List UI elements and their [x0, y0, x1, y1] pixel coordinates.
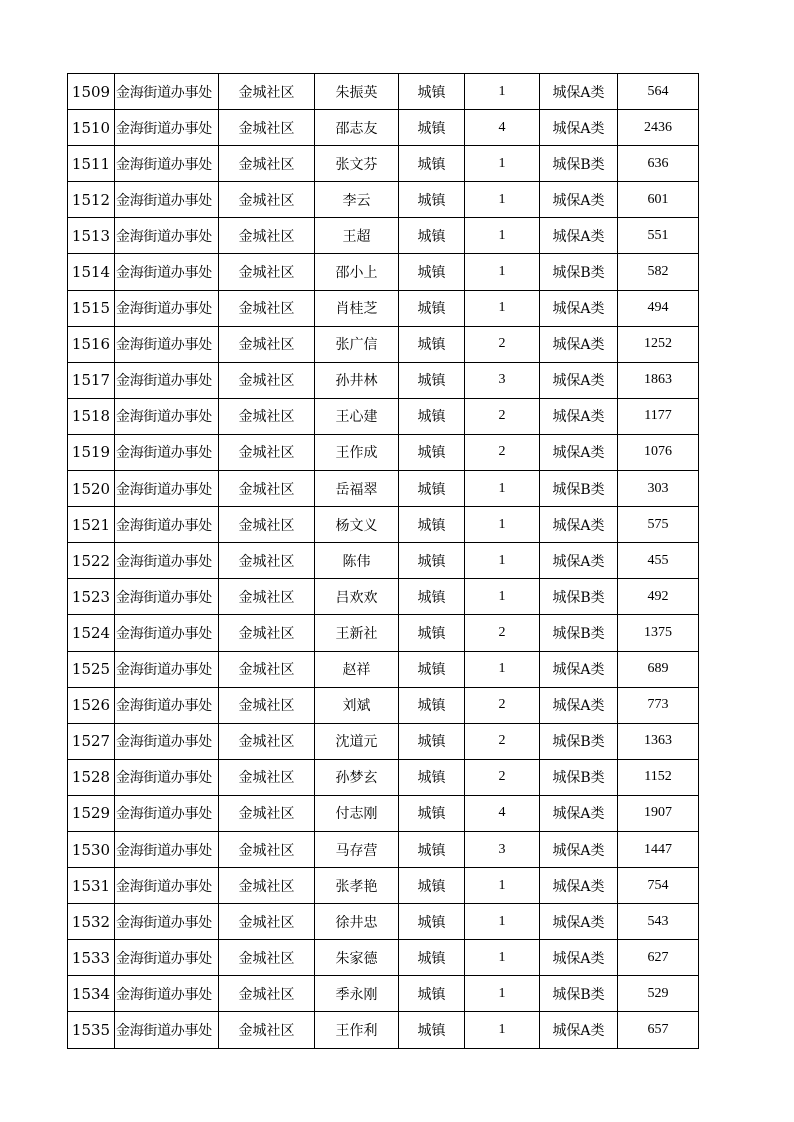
table-row — [68, 326, 699, 362]
member-count-cell: 1 — [465, 543, 540, 579]
community-cell: 金城社区 — [219, 326, 315, 362]
member-count-cell: 1 — [465, 868, 540, 904]
insurance-category-cell: 城保B类 — [540, 615, 618, 651]
community-cell: 金城社区 — [219, 434, 315, 470]
table-row — [68, 940, 699, 976]
person-name-cell: 王心建 — [315, 398, 399, 434]
table-row — [68, 831, 699, 867]
street-office-cell: 金海街道办事处 — [115, 326, 219, 362]
amount-cell: 754 — [618, 868, 699, 904]
seq-number-cell: 1524 — [68, 615, 115, 651]
community-cell: 金城社区 — [219, 254, 315, 290]
person-name-cell: 张文芬 — [315, 146, 399, 182]
street-office-cell: 金海街道办事处 — [115, 940, 219, 976]
insurance-category-cell: 城保A类 — [540, 218, 618, 254]
amount-cell: 1252 — [618, 326, 699, 362]
table-row — [68, 146, 699, 182]
member-count-cell: 2 — [465, 434, 540, 470]
member-count-cell: 3 — [465, 831, 540, 867]
street-office-cell: 金海街道办事处 — [115, 507, 219, 543]
amount-cell: 1363 — [618, 723, 699, 759]
community-cell: 金城社区 — [219, 868, 315, 904]
community-cell: 金城社区 — [219, 615, 315, 651]
table-row — [68, 976, 699, 1012]
insurance-category-cell: 城保A类 — [540, 904, 618, 940]
household-type-cell: 城镇 — [399, 976, 465, 1012]
community-cell: 金城社区 — [219, 218, 315, 254]
person-name-cell: 赵祥 — [315, 651, 399, 687]
household-type-cell: 城镇 — [399, 687, 465, 723]
seq-number-cell: 1527 — [68, 723, 115, 759]
street-office-cell: 金海街道办事处 — [115, 868, 219, 904]
street-office-cell: 金海街道办事处 — [115, 831, 219, 867]
seq-number-cell: 1520 — [68, 471, 115, 507]
amount-cell: 689 — [618, 651, 699, 687]
insurance-category-cell: 城保A类 — [540, 74, 618, 110]
amount-cell: 657 — [618, 1012, 699, 1048]
insurance-category-cell: 城保A类 — [540, 795, 618, 831]
amount-cell: 1152 — [618, 759, 699, 795]
seq-number-cell: 1525 — [68, 651, 115, 687]
street-office-cell: 金海街道办事处 — [115, 795, 219, 831]
household-type-cell: 城镇 — [399, 651, 465, 687]
table-row — [68, 651, 699, 687]
table-row — [68, 398, 699, 434]
table-row — [68, 290, 699, 326]
person-name-cell: 季永刚 — [315, 976, 399, 1012]
table-row — [68, 904, 699, 940]
insurance-category-cell: 城保A类 — [540, 507, 618, 543]
amount-cell: 551 — [618, 218, 699, 254]
insurance-category-cell: 城保A类 — [540, 1012, 618, 1048]
seq-number-cell: 1521 — [68, 507, 115, 543]
member-count-cell: 1 — [465, 904, 540, 940]
seq-number-cell: 1534 — [68, 976, 115, 1012]
seq-number-cell: 1530 — [68, 831, 115, 867]
person-name-cell: 王新社 — [315, 615, 399, 651]
table-row — [68, 1012, 699, 1048]
community-cell: 金城社区 — [219, 146, 315, 182]
community-cell: 金城社区 — [219, 723, 315, 759]
insurance-category-cell: 城保B类 — [540, 759, 618, 795]
table-row — [68, 543, 699, 579]
community-cell: 金城社区 — [219, 182, 315, 218]
member-count-cell: 1 — [465, 471, 540, 507]
insurance-category-cell: 城保B类 — [540, 471, 618, 507]
street-office-cell: 金海街道办事处 — [115, 74, 219, 110]
street-office-cell: 金海街道办事处 — [115, 723, 219, 759]
person-name-cell: 马存营 — [315, 831, 399, 867]
data-table — [67, 73, 699, 1049]
insurance-category-cell: 城保A类 — [540, 940, 618, 976]
seq-number-cell: 1516 — [68, 326, 115, 362]
household-type-cell: 城镇 — [399, 110, 465, 146]
member-count-cell: 1 — [465, 74, 540, 110]
household-type-cell: 城镇 — [399, 868, 465, 904]
member-count-cell: 3 — [465, 362, 540, 398]
table-body — [68, 74, 699, 1049]
person-name-cell: 朱振英 — [315, 74, 399, 110]
person-name-cell: 王作利 — [315, 1012, 399, 1048]
street-office-cell: 金海街道办事处 — [115, 759, 219, 795]
community-cell: 金城社区 — [219, 940, 315, 976]
street-office-cell: 金海街道办事处 — [115, 579, 219, 615]
person-name-cell: 杨文义 — [315, 507, 399, 543]
amount-cell: 543 — [618, 904, 699, 940]
community-cell: 金城社区 — [219, 543, 315, 579]
street-office-cell: 金海街道办事处 — [115, 182, 219, 218]
person-name-cell: 李云 — [315, 182, 399, 218]
amount-cell: 564 — [618, 74, 699, 110]
community-cell: 金城社区 — [219, 579, 315, 615]
person-name-cell: 刘斌 — [315, 687, 399, 723]
insurance-category-cell: 城保A类 — [540, 398, 618, 434]
household-type-cell: 城镇 — [399, 904, 465, 940]
member-count-cell: 2 — [465, 687, 540, 723]
insurance-category-cell: 城保B类 — [540, 254, 618, 290]
amount-cell: 773 — [618, 687, 699, 723]
household-type-cell: 城镇 — [399, 543, 465, 579]
amount-cell: 1177 — [618, 398, 699, 434]
member-count-cell: 1 — [465, 254, 540, 290]
seq-number-cell: 1529 — [68, 795, 115, 831]
community-cell: 金城社区 — [219, 471, 315, 507]
household-type-cell: 城镇 — [399, 507, 465, 543]
community-cell: 金城社区 — [219, 1012, 315, 1048]
amount-cell: 1375 — [618, 615, 699, 651]
amount-cell: 575 — [618, 507, 699, 543]
insurance-category-cell: 城保A类 — [540, 290, 618, 326]
amount-cell: 494 — [618, 290, 699, 326]
member-count-cell: 2 — [465, 759, 540, 795]
seq-number-cell: 1535 — [68, 1012, 115, 1048]
person-name-cell: 孙梦玄 — [315, 759, 399, 795]
insurance-category-cell: 城保A类 — [540, 182, 618, 218]
person-name-cell: 岳福翠 — [315, 471, 399, 507]
seq-number-cell: 1509 — [68, 74, 115, 110]
community-cell: 金城社区 — [219, 976, 315, 1012]
household-type-cell: 城镇 — [399, 146, 465, 182]
amount-cell: 455 — [618, 543, 699, 579]
household-type-cell: 城镇 — [399, 471, 465, 507]
seq-number-cell: 1532 — [68, 904, 115, 940]
member-count-cell: 1 — [465, 1012, 540, 1048]
street-office-cell: 金海街道办事处 — [115, 362, 219, 398]
person-name-cell: 王作成 — [315, 434, 399, 470]
table-row — [68, 362, 699, 398]
member-count-cell: 2 — [465, 398, 540, 434]
member-count-cell: 2 — [465, 326, 540, 362]
amount-cell: 492 — [618, 579, 699, 615]
table-row — [68, 218, 699, 254]
street-office-cell: 金海街道办事处 — [115, 290, 219, 326]
insurance-category-cell: 城保A类 — [540, 687, 618, 723]
member-count-cell: 4 — [465, 795, 540, 831]
seq-number-cell: 1514 — [68, 254, 115, 290]
insurance-category-cell: 城保B类 — [540, 579, 618, 615]
seq-number-cell: 1517 — [68, 362, 115, 398]
seq-number-cell: 1533 — [68, 940, 115, 976]
member-count-cell: 1 — [465, 507, 540, 543]
amount-cell: 627 — [618, 940, 699, 976]
seq-number-cell: 1513 — [68, 218, 115, 254]
person-name-cell: 朱家德 — [315, 940, 399, 976]
household-type-cell: 城镇 — [399, 831, 465, 867]
community-cell: 金城社区 — [219, 904, 315, 940]
person-name-cell: 张孝艳 — [315, 868, 399, 904]
table-row — [68, 110, 699, 146]
household-type-cell: 城镇 — [399, 218, 465, 254]
seq-number-cell: 1523 — [68, 579, 115, 615]
person-name-cell: 吕欢欢 — [315, 579, 399, 615]
insurance-category-cell: 城保A类 — [540, 326, 618, 362]
seq-number-cell: 1518 — [68, 398, 115, 434]
seq-number-cell: 1528 — [68, 759, 115, 795]
insurance-category-cell: 城保B类 — [540, 723, 618, 759]
household-type-cell: 城镇 — [399, 398, 465, 434]
table-row — [68, 434, 699, 470]
person-name-cell: 孙井林 — [315, 362, 399, 398]
amount-cell: 529 — [618, 976, 699, 1012]
household-type-cell: 城镇 — [399, 579, 465, 615]
person-name-cell: 肖桂芝 — [315, 290, 399, 326]
table-row — [68, 182, 699, 218]
household-type-cell: 城镇 — [399, 362, 465, 398]
person-name-cell: 王超 — [315, 218, 399, 254]
table-row — [68, 795, 699, 831]
amount-cell: 303 — [618, 471, 699, 507]
household-type-cell: 城镇 — [399, 615, 465, 651]
amount-cell: 1907 — [618, 795, 699, 831]
street-office-cell: 金海街道办事处 — [115, 146, 219, 182]
community-cell: 金城社区 — [219, 687, 315, 723]
household-type-cell: 城镇 — [399, 254, 465, 290]
seq-number-cell: 1531 — [68, 868, 115, 904]
insurance-category-cell: 城保A类 — [540, 110, 618, 146]
amount-cell: 636 — [618, 146, 699, 182]
table-row — [68, 868, 699, 904]
member-count-cell: 4 — [465, 110, 540, 146]
seq-number-cell: 1512 — [68, 182, 115, 218]
community-cell: 金城社区 — [219, 110, 315, 146]
street-office-cell: 金海街道办事处 — [115, 398, 219, 434]
household-type-cell: 城镇 — [399, 723, 465, 759]
household-type-cell: 城镇 — [399, 290, 465, 326]
community-cell: 金城社区 — [219, 74, 315, 110]
seq-number-cell: 1519 — [68, 434, 115, 470]
street-office-cell: 金海街道办事处 — [115, 543, 219, 579]
community-cell: 金城社区 — [219, 795, 315, 831]
table-row — [68, 579, 699, 615]
member-count-cell: 1 — [465, 182, 540, 218]
community-cell: 金城社区 — [219, 362, 315, 398]
household-type-cell: 城镇 — [399, 1012, 465, 1048]
street-office-cell: 金海街道办事处 — [115, 1012, 219, 1048]
person-name-cell: 邵小上 — [315, 254, 399, 290]
person-name-cell: 付志刚 — [315, 795, 399, 831]
household-type-cell: 城镇 — [399, 74, 465, 110]
insurance-category-cell: 城保A类 — [540, 868, 618, 904]
member-count-cell: 1 — [465, 579, 540, 615]
community-cell: 金城社区 — [219, 651, 315, 687]
amount-cell: 582 — [618, 254, 699, 290]
member-count-cell: 2 — [465, 723, 540, 759]
table-row — [68, 615, 699, 651]
person-name-cell: 陈伟 — [315, 543, 399, 579]
street-office-cell: 金海街道办事处 — [115, 651, 219, 687]
seq-number-cell: 1522 — [68, 543, 115, 579]
insurance-category-cell: 城保A类 — [540, 434, 618, 470]
street-office-cell: 金海街道办事处 — [115, 434, 219, 470]
seq-number-cell: 1526 — [68, 687, 115, 723]
member-count-cell: 1 — [465, 290, 540, 326]
street-office-cell: 金海街道办事处 — [115, 110, 219, 146]
amount-cell: 601 — [618, 182, 699, 218]
table-row — [68, 687, 699, 723]
insurance-category-cell: 城保A类 — [540, 362, 618, 398]
person-name-cell: 徐井忠 — [315, 904, 399, 940]
amount-cell: 1447 — [618, 831, 699, 867]
street-office-cell: 金海街道办事处 — [115, 471, 219, 507]
household-type-cell: 城镇 — [399, 326, 465, 362]
seq-number-cell: 1511 — [68, 146, 115, 182]
household-type-cell: 城镇 — [399, 434, 465, 470]
seq-number-cell: 1510 — [68, 110, 115, 146]
table-row — [68, 74, 699, 110]
community-cell: 金城社区 — [219, 290, 315, 326]
table-row — [68, 471, 699, 507]
insurance-category-cell: 城保A类 — [540, 651, 618, 687]
amount-cell: 1076 — [618, 434, 699, 470]
member-count-cell: 1 — [465, 146, 540, 182]
street-office-cell: 金海街道办事处 — [115, 254, 219, 290]
member-count-cell: 1 — [465, 976, 540, 1012]
amount-cell: 1863 — [618, 362, 699, 398]
person-name-cell: 沈道元 — [315, 723, 399, 759]
member-count-cell: 1 — [465, 940, 540, 976]
amount-cell: 2436 — [618, 110, 699, 146]
street-office-cell: 金海街道办事处 — [115, 615, 219, 651]
member-count-cell: 1 — [465, 651, 540, 687]
community-cell: 金城社区 — [219, 759, 315, 795]
table-row — [68, 723, 699, 759]
person-name-cell: 邵志友 — [315, 110, 399, 146]
street-office-cell: 金海街道办事处 — [115, 904, 219, 940]
community-cell: 金城社区 — [219, 831, 315, 867]
person-name-cell: 张广信 — [315, 326, 399, 362]
community-cell: 金城社区 — [219, 507, 315, 543]
table-row — [68, 759, 699, 795]
insurance-category-cell: 城保A类 — [540, 831, 618, 867]
street-office-cell: 金海街道办事处 — [115, 218, 219, 254]
table-row — [68, 254, 699, 290]
member-count-cell: 1 — [465, 218, 540, 254]
seq-number-cell: 1515 — [68, 290, 115, 326]
household-type-cell: 城镇 — [399, 940, 465, 976]
insurance-category-cell: 城保A类 — [540, 543, 618, 579]
street-office-cell: 金海街道办事处 — [115, 687, 219, 723]
insurance-category-cell: 城保B类 — [540, 146, 618, 182]
household-type-cell: 城镇 — [399, 182, 465, 218]
insurance-category-cell: 城保B类 — [540, 976, 618, 1012]
street-office-cell: 金海街道办事处 — [115, 976, 219, 1012]
member-count-cell: 2 — [465, 615, 540, 651]
household-type-cell: 城镇 — [399, 795, 465, 831]
table-row — [68, 507, 699, 543]
community-cell: 金城社区 — [219, 398, 315, 434]
household-type-cell: 城镇 — [399, 759, 465, 795]
